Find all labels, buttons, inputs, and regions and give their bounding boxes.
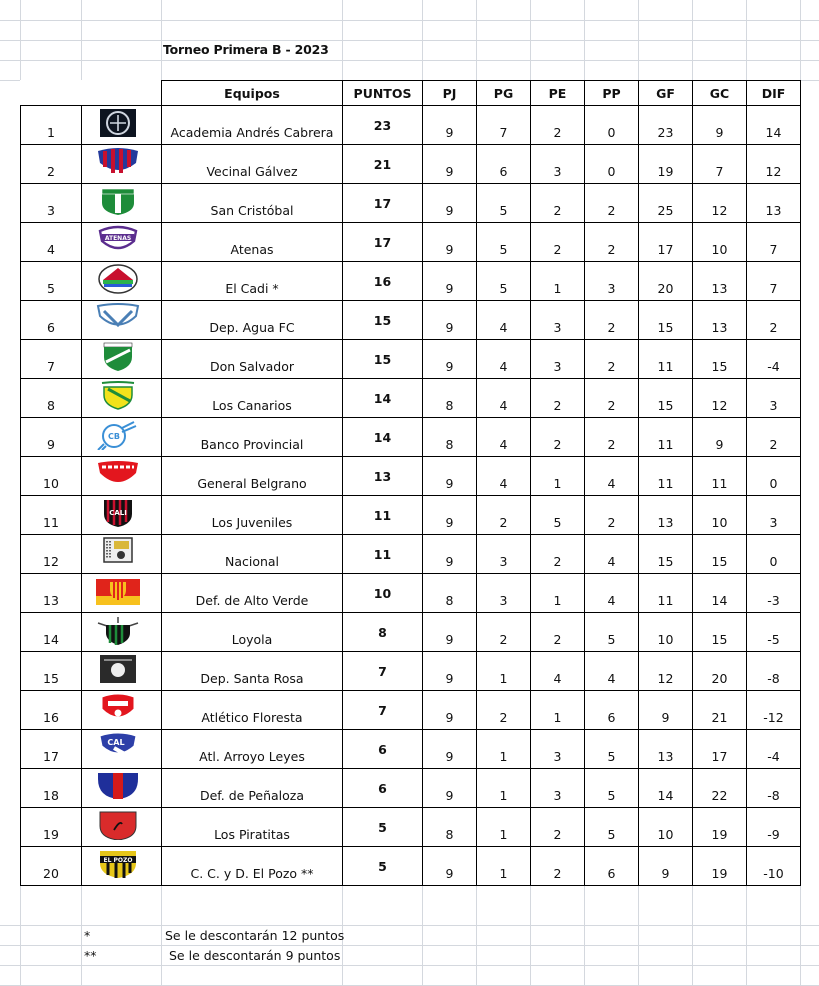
- table-row: [21, 769, 801, 808]
- table-row: [21, 418, 801, 457]
- header-blank: [82, 81, 162, 106]
- pe-cell: 2: [531, 847, 585, 886]
- pe-cell: 1: [531, 691, 585, 730]
- header-points: PUNTOS: [343, 81, 423, 106]
- pj-cell: 8: [423, 808, 477, 847]
- pp-cell: 2: [585, 301, 639, 340]
- pj-cell: 8: [423, 574, 477, 613]
- gc-cell: 17: [693, 730, 747, 769]
- gf-cell: 11: [639, 340, 693, 379]
- header-pp: PP: [585, 81, 639, 106]
- team-logo-cell: [82, 730, 162, 769]
- agua-fc-crest-icon: [96, 303, 140, 333]
- points-cell: 15: [343, 340, 423, 379]
- pj-cell: 9: [423, 340, 477, 379]
- table-row: [21, 223, 801, 262]
- pe-cell: 2: [531, 106, 585, 145]
- team-logo-cell: [82, 535, 162, 574]
- points-cell: 11: [343, 496, 423, 535]
- team-logo-cell: [82, 691, 162, 730]
- points-cell: 7: [343, 652, 423, 691]
- team-logo-cell: [82, 496, 162, 535]
- pp-cell: 0: [585, 145, 639, 184]
- header-pj: PJ: [423, 81, 477, 106]
- header-row: [21, 81, 801, 106]
- pg-cell: 5: [477, 262, 531, 301]
- pg-cell: 4: [477, 379, 531, 418]
- pj-cell: 9: [423, 769, 477, 808]
- pj-cell: 9: [423, 535, 477, 574]
- team-name-cell: San Cristóbal: [162, 184, 343, 223]
- general-belgrano-crest-icon: [96, 459, 140, 489]
- pp-cell: 4: [585, 574, 639, 613]
- pp-cell: 0: [585, 106, 639, 145]
- pp-cell: 2: [585, 184, 639, 223]
- position-cell: 5: [21, 262, 82, 301]
- team-name-cell: Atenas: [162, 223, 343, 262]
- pp-cell: 3: [585, 262, 639, 301]
- table-row: [21, 535, 801, 574]
- academia-crest-icon: [96, 108, 140, 138]
- gf-cell: 9: [639, 847, 693, 886]
- team-name-cell: Atl. Arroyo Leyes: [162, 730, 343, 769]
- dif-cell: 13: [747, 184, 801, 223]
- pp-cell: 2: [585, 340, 639, 379]
- footnote-text: Se le descontarán 12 puntos: [165, 928, 345, 943]
- gc-cell: 12: [693, 379, 747, 418]
- dif-cell: -8: [747, 652, 801, 691]
- team-name-cell: Los Juveniles: [162, 496, 343, 535]
- gf-cell: 11: [639, 418, 693, 457]
- pe-cell: 4: [531, 652, 585, 691]
- table-row: [21, 301, 801, 340]
- gc-cell: 11: [693, 457, 747, 496]
- header-gf: GF: [639, 81, 693, 106]
- pe-cell: 2: [531, 184, 585, 223]
- gc-cell: 10: [693, 496, 747, 535]
- gc-cell: 21: [693, 691, 747, 730]
- gc-cell: 13: [693, 262, 747, 301]
- team-name-cell: El Cadi *: [162, 262, 343, 301]
- position-cell: 1: [21, 106, 82, 145]
- pj-cell: 9: [423, 262, 477, 301]
- position-cell: 16: [21, 691, 82, 730]
- points-cell: 7: [343, 691, 423, 730]
- gf-cell: 13: [639, 730, 693, 769]
- footnote-mark: **: [84, 948, 97, 963]
- points-cell: 8: [343, 613, 423, 652]
- header-team: Equipos: [162, 81, 343, 106]
- gc-cell: 15: [693, 535, 747, 574]
- pp-cell: 5: [585, 613, 639, 652]
- gf-cell: 11: [639, 457, 693, 496]
- team-logo-cell: [82, 652, 162, 691]
- gc-cell: 20: [693, 652, 747, 691]
- pj-cell: 9: [423, 223, 477, 262]
- gf-cell: 10: [639, 613, 693, 652]
- pe-cell: 3: [531, 145, 585, 184]
- points-cell: 21: [343, 145, 423, 184]
- pg-cell: 4: [477, 340, 531, 379]
- team-logo-cell: [82, 145, 162, 184]
- pj-cell: 9: [423, 691, 477, 730]
- pp-cell: 6: [585, 847, 639, 886]
- team-logo-cell: [82, 847, 162, 886]
- pj-cell: 9: [423, 847, 477, 886]
- pg-cell: 5: [477, 184, 531, 223]
- pe-cell: 1: [531, 262, 585, 301]
- points-cell: 11: [343, 535, 423, 574]
- pj-cell: 8: [423, 418, 477, 457]
- pg-cell: 1: [477, 808, 531, 847]
- pe-cell: 2: [531, 223, 585, 262]
- pp-cell: 5: [585, 808, 639, 847]
- loyola-crest-icon: [96, 615, 140, 645]
- points-cell: 5: [343, 808, 423, 847]
- gridline: [0, 20, 819, 21]
- table-row: [21, 496, 801, 535]
- position-cell: 12: [21, 535, 82, 574]
- team-name-cell: Los Canarios: [162, 379, 343, 418]
- pg-cell: 3: [477, 535, 531, 574]
- header-blank: [21, 81, 82, 106]
- los-juveniles-crest-icon: [96, 498, 140, 528]
- floresta-crest-icon: [96, 693, 140, 723]
- banco-provincial-crest-icon: [96, 420, 140, 450]
- gf-cell: 13: [639, 496, 693, 535]
- header-pg: PG: [477, 81, 531, 106]
- santa-rosa-crest-icon: [96, 654, 140, 684]
- pg-cell: 1: [477, 769, 531, 808]
- pg-cell: 4: [477, 301, 531, 340]
- team-name-cell: Banco Provincial: [162, 418, 343, 457]
- team-name-cell: Loyola: [162, 613, 343, 652]
- dif-cell: 2: [747, 418, 801, 457]
- pp-cell: 5: [585, 769, 639, 808]
- gc-cell: 19: [693, 808, 747, 847]
- table-row: [21, 106, 801, 145]
- points-cell: 5: [343, 847, 423, 886]
- points-cell: 23: [343, 106, 423, 145]
- vecinal-crest-icon: [96, 147, 140, 177]
- dif-cell: -8: [747, 769, 801, 808]
- position-cell: 20: [21, 847, 82, 886]
- team-logo-cell: [82, 613, 162, 652]
- position-cell: 8: [21, 379, 82, 418]
- pj-cell: 9: [423, 457, 477, 496]
- gc-cell: 15: [693, 340, 747, 379]
- gf-cell: 25: [639, 184, 693, 223]
- position-cell: 4: [21, 223, 82, 262]
- pe-cell: 3: [531, 340, 585, 379]
- gf-cell: 23: [639, 106, 693, 145]
- dif-cell: -9: [747, 808, 801, 847]
- pe-cell: 1: [531, 574, 585, 613]
- pg-cell: 1: [477, 652, 531, 691]
- svg-text:CB: CB: [107, 432, 120, 441]
- los-canarios-crest-icon: [96, 381, 140, 411]
- table-row: [21, 847, 801, 886]
- dif-cell: 3: [747, 379, 801, 418]
- table-row: [21, 652, 801, 691]
- atenas-crest-icon: [96, 225, 140, 255]
- pg-cell: 1: [477, 847, 531, 886]
- pp-cell: 2: [585, 496, 639, 535]
- points-cell: 6: [343, 730, 423, 769]
- gf-cell: 11: [639, 574, 693, 613]
- points-cell: 13: [343, 457, 423, 496]
- arroyo-leyes-crest-icon: [96, 732, 140, 762]
- table-row: [21, 730, 801, 769]
- gf-cell: 15: [639, 535, 693, 574]
- team-name-cell: Don Salvador: [162, 340, 343, 379]
- gf-cell: 15: [639, 379, 693, 418]
- position-cell: 7: [21, 340, 82, 379]
- gc-cell: 13: [693, 301, 747, 340]
- team-logo-cell: [82, 457, 162, 496]
- team-logo-cell: [82, 574, 162, 613]
- gf-cell: 12: [639, 652, 693, 691]
- pe-cell: 1: [531, 457, 585, 496]
- pg-cell: 2: [477, 496, 531, 535]
- pg-cell: 5: [477, 223, 531, 262]
- position-cell: 17: [21, 730, 82, 769]
- pg-cell: 2: [477, 613, 531, 652]
- gf-cell: 17: [639, 223, 693, 262]
- pe-cell: 3: [531, 301, 585, 340]
- table-row: [21, 613, 801, 652]
- dif-cell: 7: [747, 262, 801, 301]
- san-cristobal-crest-icon: [96, 186, 140, 216]
- dif-cell: -4: [747, 340, 801, 379]
- pp-cell: 4: [585, 457, 639, 496]
- page-title: Torneo Primera B - 2023: [163, 42, 329, 57]
- don-salvador-crest-icon: [96, 342, 140, 372]
- gf-cell: 14: [639, 769, 693, 808]
- points-cell: 17: [343, 223, 423, 262]
- points-cell: 14: [343, 418, 423, 457]
- gridline: [0, 945, 819, 946]
- position-cell: 11: [21, 496, 82, 535]
- pj-cell: 9: [423, 145, 477, 184]
- dif-cell: 0: [747, 535, 801, 574]
- gridline: [0, 40, 819, 41]
- gc-cell: 14: [693, 574, 747, 613]
- pe-cell: 2: [531, 613, 585, 652]
- dif-cell: -10: [747, 847, 801, 886]
- team-logo-cell: [82, 106, 162, 145]
- penaloza-crest-icon: [96, 771, 140, 801]
- dif-cell: 14: [747, 106, 801, 145]
- dif-cell: 2: [747, 301, 801, 340]
- gc-cell: 22: [693, 769, 747, 808]
- pj-cell: 9: [423, 496, 477, 535]
- gc-cell: 9: [693, 418, 747, 457]
- team-name-cell: Vecinal Gálvez: [162, 145, 343, 184]
- team-logo-cell: [82, 223, 162, 262]
- pp-cell: 5: [585, 730, 639, 769]
- position-cell: 15: [21, 652, 82, 691]
- gc-cell: 9: [693, 106, 747, 145]
- gc-cell: 15: [693, 613, 747, 652]
- dif-cell: -12: [747, 691, 801, 730]
- table-row: [21, 457, 801, 496]
- position-cell: 13: [21, 574, 82, 613]
- header-dif: DIF: [747, 81, 801, 106]
- pg-cell: 4: [477, 418, 531, 457]
- pp-cell: 4: [585, 535, 639, 574]
- pe-cell: 3: [531, 730, 585, 769]
- header-gc: GC: [693, 81, 747, 106]
- pe-cell: 2: [531, 379, 585, 418]
- pj-cell: 9: [423, 301, 477, 340]
- gf-cell: 10: [639, 808, 693, 847]
- pj-cell: 9: [423, 652, 477, 691]
- footnote-text: Se le descontarán 9 puntos: [169, 948, 341, 963]
- team-logo-cell: [82, 418, 162, 457]
- header-pe: PE: [531, 81, 585, 106]
- svg-text:ATENAS: ATENAS: [104, 235, 131, 242]
- gf-cell: 20: [639, 262, 693, 301]
- position-cell: 14: [21, 613, 82, 652]
- pg-cell: 4: [477, 457, 531, 496]
- team-logo-cell: [82, 301, 162, 340]
- position-cell: 3: [21, 184, 82, 223]
- team-name-cell: General Belgrano: [162, 457, 343, 496]
- dif-cell: -4: [747, 730, 801, 769]
- pg-cell: 7: [477, 106, 531, 145]
- gc-cell: 19: [693, 847, 747, 886]
- pe-cell: 2: [531, 808, 585, 847]
- gf-cell: 15: [639, 301, 693, 340]
- dif-cell: 3: [747, 496, 801, 535]
- team-name-cell: Nacional: [162, 535, 343, 574]
- footnote-mark: *: [84, 928, 91, 943]
- dif-cell: 12: [747, 145, 801, 184]
- team-logo-cell: [82, 769, 162, 808]
- pp-cell: 4: [585, 652, 639, 691]
- dif-cell: 0: [747, 457, 801, 496]
- gc-cell: 7: [693, 145, 747, 184]
- gf-cell: 9: [639, 691, 693, 730]
- dif-cell: -3: [747, 574, 801, 613]
- position-cell: 18: [21, 769, 82, 808]
- pg-cell: 2: [477, 691, 531, 730]
- team-logo-cell: [82, 340, 162, 379]
- pe-cell: 2: [531, 535, 585, 574]
- team-name-cell: Dep. Santa Rosa: [162, 652, 343, 691]
- points-cell: 16: [343, 262, 423, 301]
- team-name-cell: Academia Andrés Cabrera: [162, 106, 343, 145]
- table-row: [21, 691, 801, 730]
- pg-cell: 6: [477, 145, 531, 184]
- team-name-cell: Dep. Agua FC: [162, 301, 343, 340]
- team-name-cell: C. C. y D. El Pozo **: [162, 847, 343, 886]
- pp-cell: 6: [585, 691, 639, 730]
- table-row: [21, 145, 801, 184]
- table-row: [21, 379, 801, 418]
- pj-cell: 9: [423, 106, 477, 145]
- points-cell: 15: [343, 301, 423, 340]
- position-cell: 6: [21, 301, 82, 340]
- table-row: [21, 184, 801, 223]
- points-cell: 6: [343, 769, 423, 808]
- gridline: [0, 60, 819, 61]
- pp-cell: 2: [585, 223, 639, 262]
- pe-cell: 5: [531, 496, 585, 535]
- table-row: [21, 808, 801, 847]
- pe-cell: 3: [531, 769, 585, 808]
- points-cell: 14: [343, 379, 423, 418]
- team-name-cell: Def. de Peñaloza: [162, 769, 343, 808]
- nacional-crest-icon: [96, 537, 140, 567]
- pg-cell: 3: [477, 574, 531, 613]
- svg-text:CAL: CAL: [106, 738, 125, 747]
- table-row: [21, 262, 801, 301]
- gc-cell: 12: [693, 184, 747, 223]
- position-cell: 2: [21, 145, 82, 184]
- dif-cell: 7: [747, 223, 801, 262]
- svg-text:EL POZO: EL POZO: [103, 857, 132, 864]
- team-logo-cell: [82, 808, 162, 847]
- standings-table: [20, 80, 801, 886]
- pj-cell: 9: [423, 184, 477, 223]
- gf-cell: 19: [639, 145, 693, 184]
- pj-cell: 9: [423, 613, 477, 652]
- gridline: [0, 925, 819, 926]
- points-cell: 17: [343, 184, 423, 223]
- team-logo-cell: [82, 184, 162, 223]
- gc-cell: 10: [693, 223, 747, 262]
- team-name-cell: Def. de Alto Verde: [162, 574, 343, 613]
- table-row: [21, 574, 801, 613]
- team-logo-cell: [82, 379, 162, 418]
- table-row: [21, 340, 801, 379]
- pj-cell: 8: [423, 379, 477, 418]
- el-pozo-crest-icon: [96, 849, 140, 879]
- pp-cell: 2: [585, 418, 639, 457]
- dif-cell: -5: [747, 613, 801, 652]
- position-cell: 9: [21, 418, 82, 457]
- gridline: [0, 965, 819, 966]
- position-cell: 10: [21, 457, 82, 496]
- points-cell: 10: [343, 574, 423, 613]
- alto-verde-crest-icon: [96, 576, 140, 606]
- el-cadi-crest-icon: [96, 264, 140, 294]
- team-name-cell: Los Piratitas: [162, 808, 343, 847]
- svg-text:CALI: CALI: [108, 509, 127, 517]
- position-cell: 19: [21, 808, 82, 847]
- team-name-cell: Atlético Floresta: [162, 691, 343, 730]
- los-piratitas-crest-icon: [96, 810, 140, 840]
- pg-cell: 1: [477, 730, 531, 769]
- team-logo-cell: [82, 262, 162, 301]
- pj-cell: 9: [423, 730, 477, 769]
- pp-cell: 2: [585, 379, 639, 418]
- pe-cell: 2: [531, 418, 585, 457]
